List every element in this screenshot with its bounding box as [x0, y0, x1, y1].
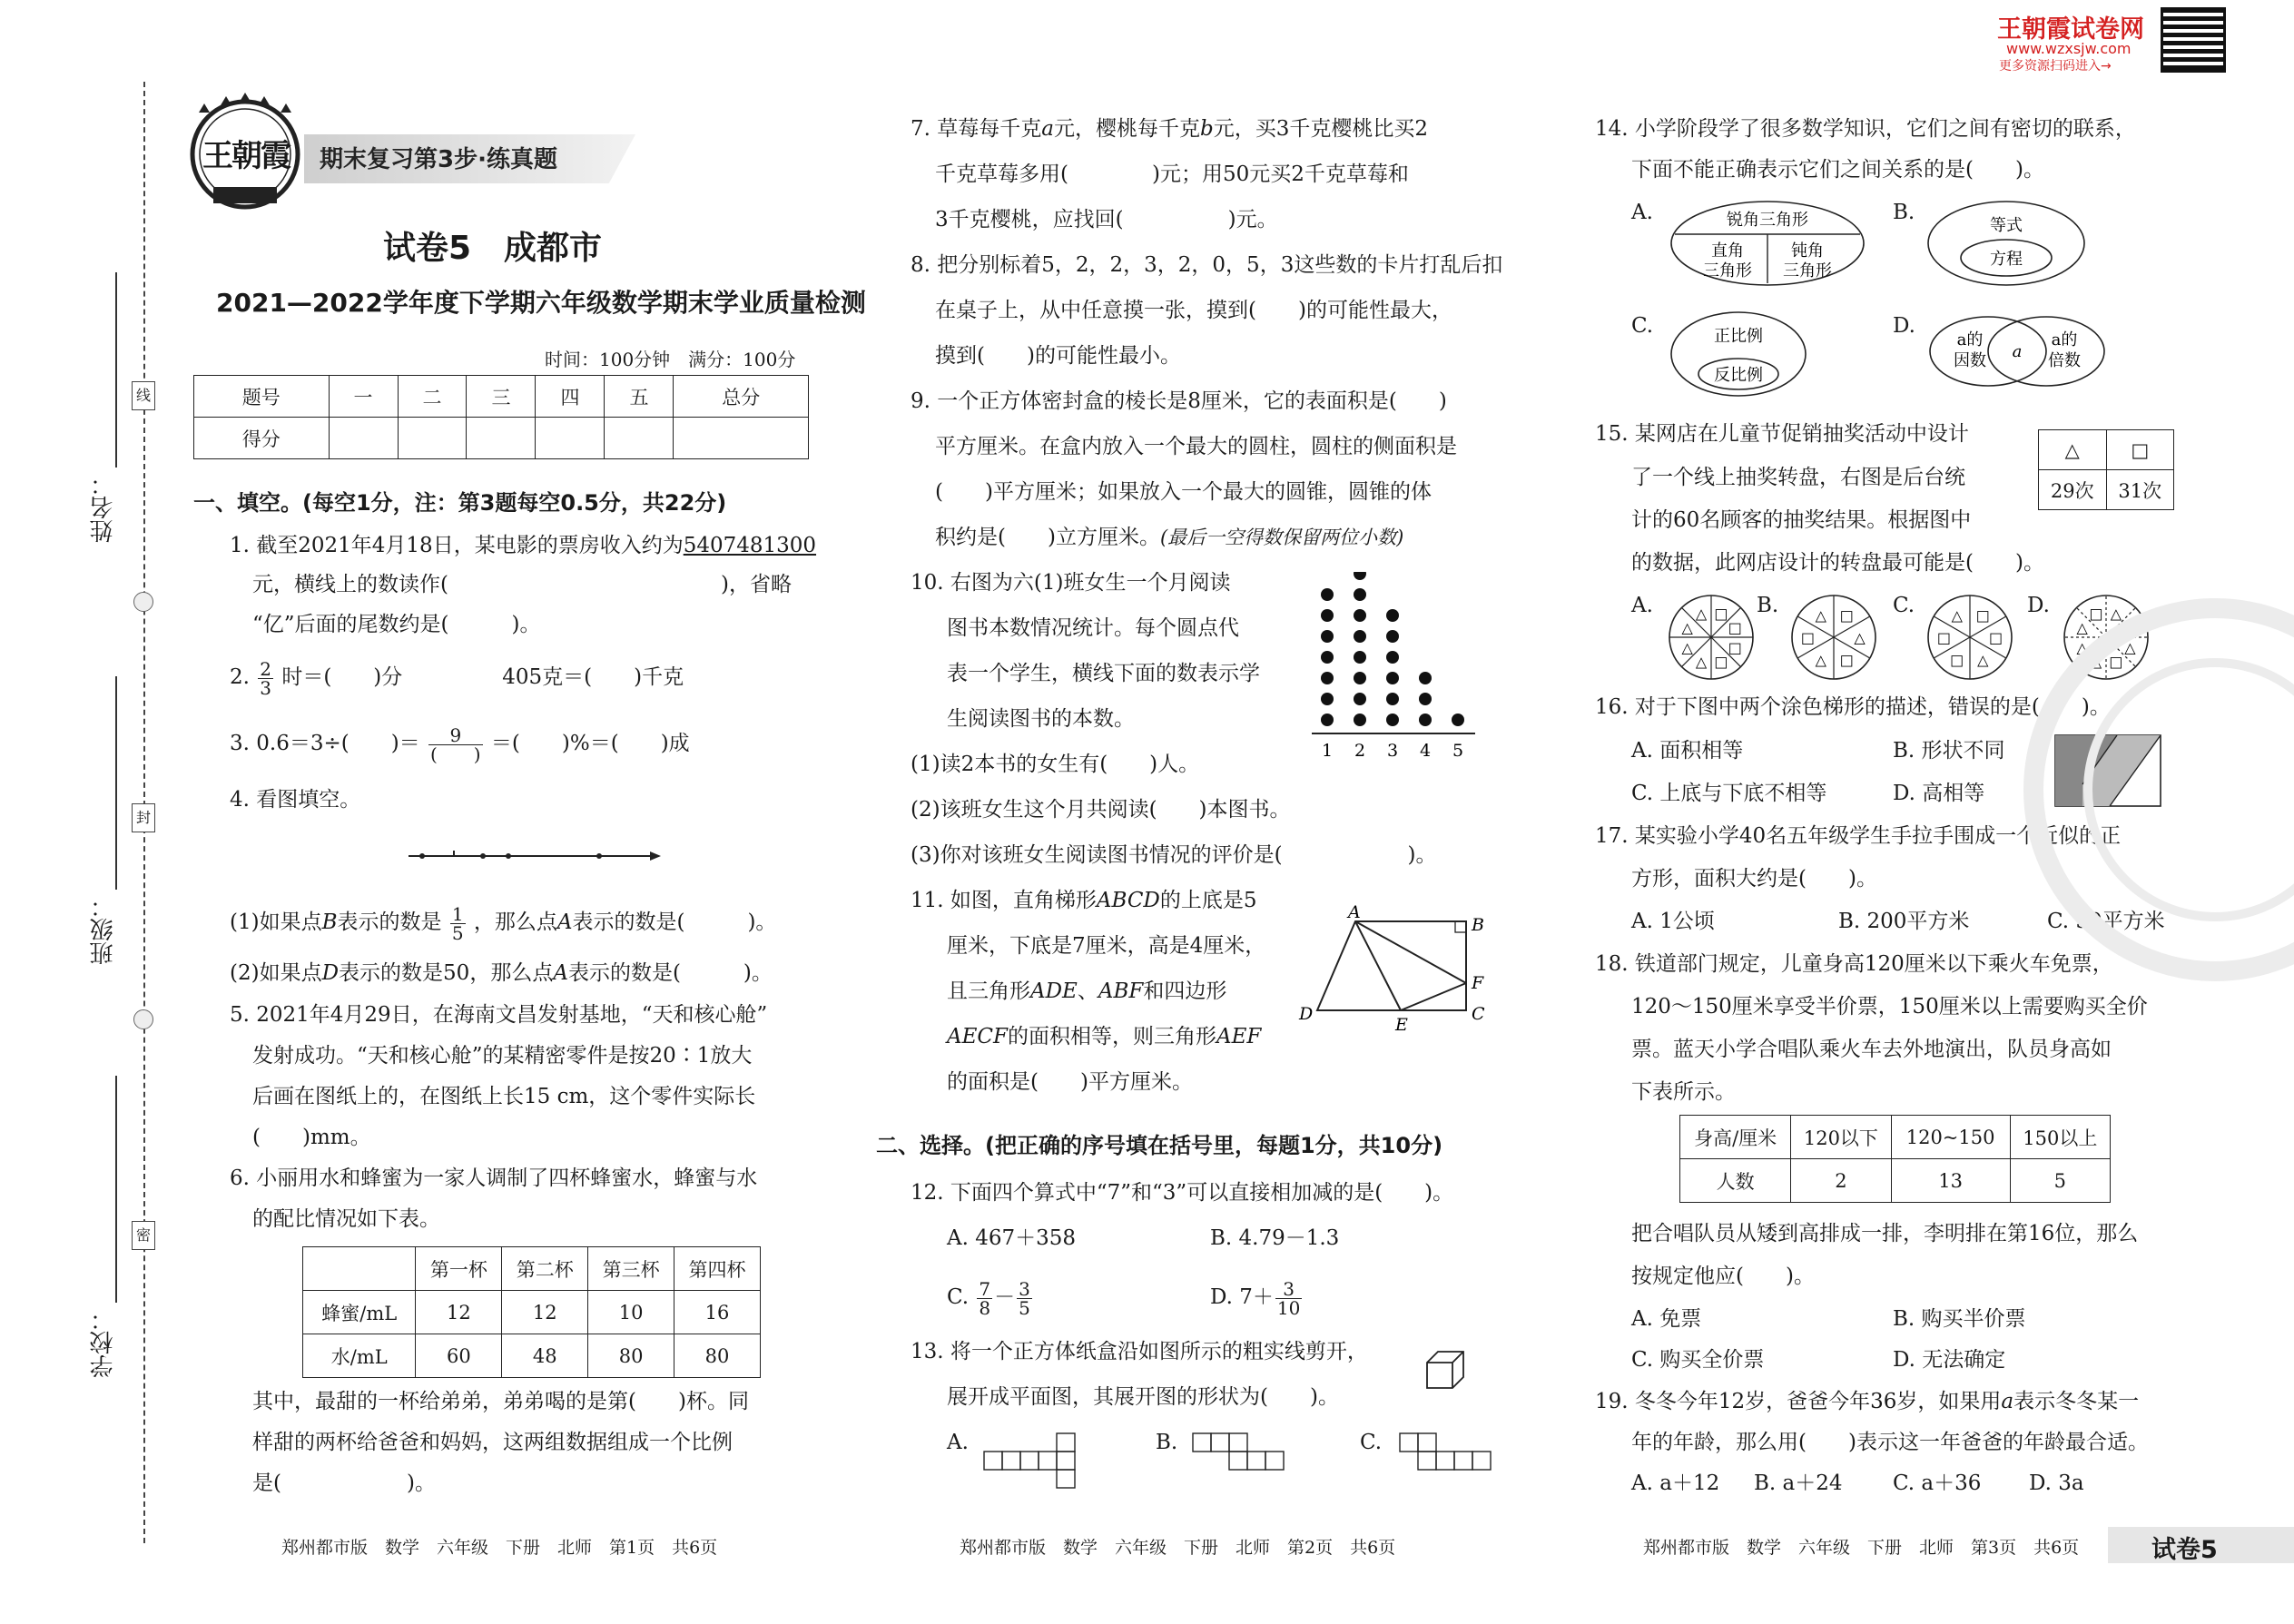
- footer-page-2: 郑州都市版 数学 六年级 下册 北师 第2页 共6页: [960, 1538, 1396, 1558]
- q8-line3: 摸到( )的可能性最小。: [935, 344, 1181, 368]
- q18-line5: 把合唱队员从矮到高排成一排，李明排在第16位，那么: [1631, 1222, 2139, 1245]
- dot-mark: [1354, 714, 1366, 726]
- svg-text:a的: a的: [2051, 330, 2078, 349]
- tri-header: △: [2039, 430, 2107, 470]
- q1-line3: “亿”后面的尾数约是( )。: [252, 613, 541, 636]
- svg-text:E: E: [1395, 1015, 1408, 1035]
- score-cell[interactable]: [605, 418, 674, 459]
- honey-header: 第二杯: [502, 1247, 588, 1291]
- sq-header: □: [2106, 430, 2174, 470]
- q10-2: (2)该班女生这个月共阅读( )本图书。: [911, 798, 1291, 822]
- name-field[interactable]: [115, 272, 117, 468]
- dot-mark: [1321, 588, 1334, 601]
- spinner-symbol: △: [2090, 653, 2102, 671]
- q18-line3: 票。蓝天小学合唱队乘火车去外地演出，队员身高如: [1631, 1038, 2112, 1061]
- q15-line4: 的数据，此网店设计的转盘最可能是( )。: [1631, 551, 2044, 575]
- height-row-label: 人数: [1680, 1159, 1791, 1203]
- dot-mark: [1386, 609, 1399, 622]
- q15-option-a[interactable]: A.: [1631, 594, 1653, 617]
- q16-option-c[interactable]: C. 上底与下底不相等: [1631, 782, 1827, 805]
- dot-mark: [1386, 651, 1399, 664]
- q15-line1: 15. 某网店在儿童节促销抽奖活动中设计: [1595, 422, 1969, 446]
- q4-label: 4. 看图填空。: [230, 788, 361, 812]
- net-a: [980, 1430, 1080, 1491]
- q10-line4: 生阅读图书的本数。: [947, 707, 1135, 731]
- q9-line4: 积约是( )立方厘米。(最后一空得数保留两位小数): [935, 526, 1404, 549]
- net-b: [1189, 1430, 1298, 1475]
- banner-text: 期末复习第3步·练真题: [320, 146, 557, 173]
- spinner-symbol: □: [1800, 629, 1816, 646]
- spinner-symbol: △: [1681, 638, 1693, 656]
- score-header: 一: [329, 376, 398, 418]
- spinner-symbol: □: [1975, 606, 1990, 625]
- net-c: [1396, 1430, 1496, 1475]
- brand-name: 王朝霞试卷网: [1997, 15, 2144, 44]
- q15-option-d[interactable]: D.: [2027, 594, 2050, 617]
- spinner-symbol: □: [1839, 606, 1854, 625]
- spinner-symbol: △: [2124, 638, 2136, 656]
- q14-option-d[interactable]: D.: [1893, 314, 1915, 338]
- spinner-symbol: △: [1854, 629, 1866, 646]
- seal-mark-seal: 封: [132, 803, 155, 832]
- dot-axis-label: 3: [1386, 741, 1399, 761]
- score-cell[interactable]: [467, 418, 536, 459]
- spinner-symbol: □: [1839, 651, 1854, 669]
- spinner-symbol: □: [1714, 653, 1728, 671]
- q14-d-venn: [1926, 313, 2108, 390]
- spinner-symbol: △: [2124, 619, 2136, 637]
- dot-mark: [1419, 672, 1432, 684]
- q6-line5: 是( )。: [252, 1471, 436, 1495]
- spinner-symbol: △: [1681, 619, 1693, 637]
- logo-text: 王朝霞: [202, 138, 290, 174]
- spinner-symbol: △: [1695, 653, 1708, 671]
- spinner-symbol: △: [2076, 638, 2088, 656]
- q5-line4: ( )mm。: [252, 1126, 371, 1149]
- spinner-symbol: △: [1951, 606, 1963, 625]
- number-line: [399, 822, 672, 885]
- spinner-symbol: △: [1695, 605, 1708, 623]
- dot-axis-label: 1: [1321, 741, 1334, 761]
- binding-hole-2: [133, 1009, 153, 1029]
- score-header: 五: [605, 376, 674, 418]
- svg-text:方程: 方程: [1990, 250, 2023, 269]
- score-header: 二: [398, 376, 467, 418]
- q13-line2: 展开成平面图，其展开图的形状为( )。: [947, 1385, 1339, 1409]
- score-row-label: 得分: [194, 418, 330, 459]
- q6-line2: 的配比情况如下表。: [252, 1207, 440, 1231]
- q12-option-b[interactable]: B. 4.79－1.3: [1210, 1226, 1340, 1250]
- q10-1: (1)读2本书的女生有( )人。: [911, 753, 1200, 776]
- q17-line1: 17. 某实验小学40名五年级学生手拉手围成一个近似的正: [1595, 824, 2122, 848]
- cube-icon: [1423, 1348, 1469, 1393]
- seal-mark-line: 线: [132, 381, 155, 410]
- q6-line3: 其中，最甜的一杯给弟弟，弟弟喝的是第( )杯。同: [252, 1390, 749, 1413]
- svg-text:正比例: 正比例: [1714, 327, 1763, 346]
- spinner-symbol: □: [1936, 629, 1952, 646]
- section-2-heading: 二、选择。(把正确的序号填在括号里，每题1分，共10分): [876, 1133, 1443, 1158]
- honey-header: 第一杯: [416, 1247, 502, 1291]
- footer-page-3: 郑州都市版 数学 六年级 下册 北师 第3页 共6页: [1643, 1538, 2080, 1558]
- svg-text:钝角: 钝角: [1791, 241, 1824, 261]
- svg-text:因数: 因数: [1954, 351, 1986, 370]
- honey-header: 第四杯: [674, 1247, 761, 1291]
- height-table: 身高/厘米 120以下 120~150 150以上 人数 2 13 5: [1679, 1115, 2111, 1203]
- honey-header: 第三杯: [588, 1247, 674, 1291]
- dot-axis-label: 5: [1452, 741, 1464, 761]
- binding-hole-1: [133, 592, 153, 612]
- footer-page-1: 郑州都市版 数学 六年级 下册 北师 第1页 共6页: [281, 1538, 718, 1558]
- spinner-b: [1788, 592, 1879, 683]
- q5-line3: 后画在图纸上的，在图纸上长15 cm，这个零件实际长: [252, 1085, 756, 1108]
- svg-text:C: C: [1472, 1004, 1485, 1024]
- lottery-table: △ □ 29次 31次: [2038, 429, 2174, 510]
- trapezoid-figure: [1294, 903, 1498, 1039]
- q11-line3: 且三角形ADE、ABF和四边形: [947, 979, 1227, 1003]
- school-field[interactable]: [115, 1076, 117, 1303]
- q19-line1: 19. 冬冬今年12岁，爸爸今年36岁，如果用a表示冬冬某一: [1595, 1390, 2140, 1413]
- dot-mark: [1321, 672, 1334, 684]
- q2: 2. $\frac{2}{3}$ 时＝( )分 405克＝( )千克: [230, 657, 684, 699]
- honey-table: 第一杯 第二杯 第三杯 第四杯 蜂蜜/mL 12 12 10 16 水/mL 60 48 80 80: [302, 1246, 761, 1378]
- q18-option-a[interactable]: A. 免票: [1631, 1307, 1702, 1331]
- q14-a-venn: [1666, 198, 1870, 289]
- dot-mark: [1321, 693, 1334, 705]
- dot-mark: [1419, 693, 1432, 705]
- q10-line1: 10. 右图为六(1)班女生一个月阅读: [911, 571, 1231, 595]
- svg-text:直角: 直角: [1711, 241, 1744, 261]
- dot-mark: [1354, 651, 1366, 664]
- q7-line1: 7. 草莓每千克a元，樱桃每千克b元，买3千克樱桃比买2: [911, 117, 1428, 141]
- q17-line2: 方形，面积大约是( )。: [1631, 867, 1877, 891]
- q9-line1: 9. 一个正方体密封盒的棱长是8厘米，它的表面积是( ): [911, 389, 1447, 413]
- q9-line2: 平方厘米。在盒内放入一个最大的圆柱，圆柱的侧面积是: [935, 435, 1457, 458]
- section-1-heading: 一、填空。(每空1分，注：第3题每空0.5分，共22分): [193, 490, 727, 516]
- score-cell[interactable]: [398, 418, 467, 459]
- q13-option-b[interactable]: B.: [1156, 1431, 1178, 1454]
- q10-line3: 表一个学生，横线下面的数表示学: [947, 662, 1260, 685]
- q18-option-d[interactable]: D. 无法确定: [1893, 1348, 2006, 1372]
- q9-line3: ( )平方厘米；如果放入一个最大的圆锥，圆锥的体: [935, 480, 1432, 504]
- height-header: 150以上: [2010, 1116, 2110, 1159]
- q14-option-c[interactable]: C.: [1631, 314, 1654, 338]
- q16-option-b[interactable]: B. 形状不同: [1893, 739, 2005, 763]
- q16: 16. 对于下图中两个涂色梯形的描述，错误的是( )。: [1595, 695, 2111, 719]
- q6-line1: 6. 小丽用水和蜂蜜为一家人调制了四杯蜂蜜水，蜂蜜与水: [230, 1166, 758, 1190]
- q15-line2: 了一个线上抽奖转盘，右图是后台统: [1631, 466, 1965, 489]
- dot-mark: [1321, 630, 1334, 643]
- q11-line1: 11. 如图，直角梯形ABCD的上底是5: [911, 889, 1257, 912]
- spinner-symbol: △: [2076, 619, 2088, 637]
- q14-c-venn: [1666, 309, 1811, 399]
- q15-option-c[interactable]: C.: [1893, 594, 1915, 617]
- time-info: 时间：100分钟 满分：100分: [545, 349, 796, 370]
- name-label: 姓名：: [90, 472, 117, 543]
- dot-mark: [1354, 693, 1366, 705]
- svg-text:D: D: [1299, 1004, 1314, 1024]
- footer-paper-label: 试卷5: [2151, 1536, 2218, 1564]
- height-header: 120以下: [1791, 1116, 1891, 1159]
- spinner-symbol: □: [2109, 653, 2123, 671]
- class-field[interactable]: [115, 676, 117, 890]
- q17-option-b[interactable]: B. 200平方米: [1838, 910, 1970, 933]
- school-label: 学校：: [90, 1307, 117, 1378]
- q18-line1: 18. 铁道部门规定，儿童身高120厘米以下乘火车免票，: [1595, 952, 2113, 976]
- dot-mark: [1386, 672, 1399, 684]
- q14-b-venn: [1925, 198, 2088, 289]
- spinner-symbol: □: [1728, 638, 1742, 656]
- dot-mark: [1321, 609, 1334, 622]
- q1-line1: 1. 截至2021年4月18日，某电影的票房收入约为5407481300: [230, 534, 817, 557]
- score-header: 总分: [674, 376, 809, 418]
- brand-tip: 更多资源扫码进入→: [1999, 59, 2112, 74]
- q7-line3: 3千克樱桃，应找回( )元。: [935, 208, 1278, 231]
- q3: 3. 0.6＝3÷( )＝ $\frac{9}{( )}$ ＝( )%＝( )成: [230, 723, 690, 765]
- height-header: 身高/厘米: [1680, 1116, 1791, 1159]
- q4-1: (1)如果点B表示的数是 $\frac{1}{5}$ ，那么点A表示的数是( )。: [230, 902, 777, 944]
- dot-mark: [1386, 693, 1399, 705]
- score-cell[interactable]: [674, 418, 809, 459]
- score-table: [193, 375, 809, 459]
- honey-row-label: 蜂蜜/mL: [303, 1291, 416, 1334]
- spinner-symbol: □: [2089, 605, 2103, 623]
- q13-line1: 13. 将一个正方体纸盒沿如图所示的粗实线剪开，: [911, 1340, 1368, 1363]
- q7-line2: 千克草莓多用( )元；用50元买2千克草莓和: [935, 162, 1409, 186]
- svg-text:a: a: [2012, 342, 2023, 361]
- spinner-symbol: □: [1988, 629, 2004, 646]
- q15-line3: 计的60名顾客的抽奖结果。根据图中: [1631, 508, 1972, 532]
- score-cell[interactable]: [536, 418, 605, 459]
- spinner-symbol: △: [2110, 605, 2122, 623]
- dot-mark: [1321, 651, 1334, 664]
- dot-mark: [1354, 588, 1366, 601]
- dot-plot: [1307, 572, 1480, 763]
- q16-option-d[interactable]: D. 高相等: [1893, 782, 1985, 805]
- score-header: 四: [536, 376, 605, 418]
- q11-line5: 的面积是( )平方厘米。: [947, 1070, 1193, 1094]
- qr-code[interactable]: [2161, 7, 2226, 73]
- q12-option-c[interactable]: C. $\frac{7}{8}$ － $\frac{3}{5}$: [947, 1277, 1030, 1319]
- dot-mark: [1354, 572, 1366, 580]
- spinner-symbol: △: [1815, 606, 1826, 625]
- svg-text:B: B: [1472, 915, 1484, 935]
- q18-line6: 按规定他应( )。: [1631, 1265, 1815, 1288]
- water-row-label: 水/mL: [303, 1334, 416, 1378]
- svg-text:F: F: [1472, 973, 1484, 993]
- svg-text:倍数: 倍数: [2048, 351, 2081, 370]
- watermark-seal-icon: [2006, 581, 2294, 999]
- q8-line1: 8. 把分别标着5，2，2，3，2，0，5，3这些数的卡片打乱后扣: [911, 253, 1503, 277]
- q12-option-d[interactable]: D. 7＋ $\frac{3}{10}$: [1210, 1277, 1301, 1319]
- dot-mark: [1321, 714, 1334, 726]
- q17-option-a[interactable]: A. 1公顷: [1631, 910, 1715, 933]
- q14-line1: 14. 小学阶段学了很多数学知识，它们之间有密切的联系，: [1595, 117, 2136, 141]
- dot-mark: [1354, 609, 1366, 622]
- q19-line2: 年的年龄，那么用( )表示这一年爸爸的年龄最合适。: [1631, 1431, 2149, 1454]
- dot-mark: [1386, 714, 1399, 726]
- seal-mark-secret: 密: [132, 1221, 155, 1250]
- q18-option-c[interactable]: C. 购买全价票: [1631, 1348, 1765, 1372]
- q18-option-b[interactable]: B. 购买半价票: [1893, 1307, 2026, 1331]
- q19-option-d[interactable]: D. 3a: [2029, 1471, 2084, 1495]
- dot-mark: [1452, 714, 1464, 726]
- spinner-symbol: □: [1950, 651, 1964, 669]
- score-header: 三: [467, 376, 536, 418]
- spinner-symbol: □: [1728, 619, 1742, 637]
- brand-logo: [186, 93, 304, 211]
- q19-option-a[interactable]: A. a＋12: [1631, 1471, 1720, 1495]
- svg-text:A: A: [1348, 903, 1361, 922]
- q14-line2: 下面不能正确表示它们之间关系的是( )。: [1631, 158, 2044, 182]
- spinner-symbol: △: [1977, 651, 1989, 669]
- height-header: 120~150: [1891, 1116, 2010, 1159]
- svg-text:反比例: 反比例: [1714, 366, 1763, 385]
- q6-line4: 样甜的两杯给爸爸和妈妈，这两组数据组成一个比例: [252, 1431, 733, 1454]
- q19-option-b[interactable]: B. a＋24: [1754, 1471, 1843, 1495]
- page-subtitle: 2021—2022学年度下学期六年级数学期末学业质量检测: [216, 288, 866, 318]
- q13-option-a[interactable]: A.: [947, 1431, 969, 1454]
- brand-url: www.wzxsjw.com: [2006, 40, 2132, 57]
- q14-option-a[interactable]: A.: [1631, 201, 1653, 224]
- q5-line1: 5. 2021年4月29日，在海南文昌发射基地，“天和核心舱”: [230, 1003, 768, 1027]
- q17-option-c[interactable]: C. 50平方米: [2047, 910, 2165, 933]
- q12: 12. 下面四个算式中“7”和“3”可以直接相加减的是( )。: [911, 1181, 1454, 1205]
- score-header: 题号: [194, 376, 330, 418]
- q1-line2: 元，横线上的数读作( )，省略: [252, 573, 792, 596]
- q16-option-a[interactable]: A. 面积相等: [1631, 739, 1744, 763]
- svg-text:三角形: 三角形: [1703, 261, 1752, 281]
- svg-text:三角形: 三角形: [1783, 261, 1832, 281]
- q10-3: (3)你对该班女生阅读图书情况的评价是( )。: [911, 843, 1437, 867]
- dot-axis-label: 2: [1354, 741, 1366, 761]
- q11-line4: AECF的面积相等，则三角形AEF: [947, 1025, 1262, 1048]
- q5-line2: 发射成功。“天和核心舱”的某精密零件是按20∶1放大: [252, 1044, 753, 1068]
- q18-line2: 120～150厘米享受半价票，150厘米以上需要购买全价: [1631, 995, 2148, 1019]
- q13-option-c[interactable]: C.: [1360, 1431, 1383, 1454]
- dot-axis-label: 4: [1419, 741, 1432, 761]
- svg-text:锐角三角形: 锐角三角形: [1727, 211, 1808, 230]
- q18-line4: 下表所示。: [1631, 1080, 1736, 1104]
- spinner-a: [1666, 592, 1757, 683]
- q11-line2: 厘米，下底是7厘米，高是4厘米，: [947, 934, 1266, 958]
- dot-mark: [1419, 714, 1432, 726]
- class-label: 班级：: [90, 894, 117, 965]
- q12-option-a[interactable]: A. 467＋358: [947, 1226, 1077, 1250]
- q19-option-c[interactable]: C. a＋36: [1893, 1471, 1982, 1495]
- svg-text:等式: 等式: [1990, 216, 2023, 235]
- page-title: 试卷5 成都市: [383, 230, 603, 267]
- svg-text:a的: a的: [1956, 330, 1984, 349]
- q14-option-b[interactable]: B.: [1893, 201, 1915, 224]
- spinner-symbol: △: [1815, 651, 1826, 669]
- q15-option-b[interactable]: B.: [1757, 594, 1779, 617]
- dot-mark: [1354, 672, 1366, 684]
- score-cell[interactable]: [329, 418, 398, 459]
- q4-2: (2)如果点D表示的数是50，那么点A表示的数是( )。: [230, 961, 773, 985]
- q8-line2: 在桌子上，从中任意摸一张，摸到( )的可能性最大，: [935, 299, 1452, 322]
- spinner-c: [1925, 592, 2015, 683]
- dot-mark: [1354, 630, 1366, 643]
- dot-mark: [1386, 630, 1399, 643]
- q10-line2: 图书本数情况统计。每个圆点代: [947, 616, 1239, 640]
- spinner-symbol: □: [1714, 605, 1728, 623]
